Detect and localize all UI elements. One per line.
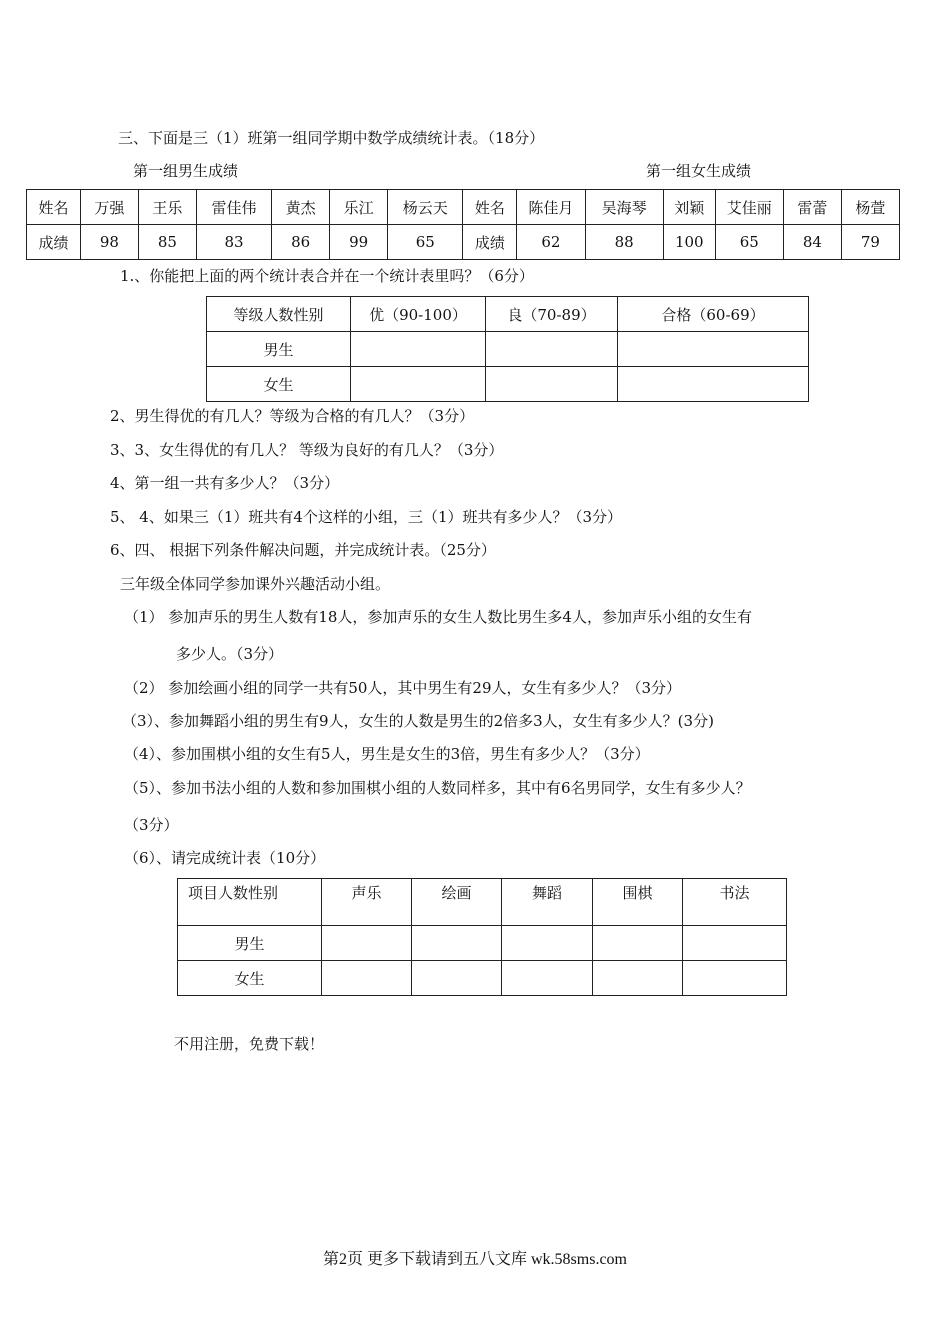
grade-summary-table: [206, 296, 809, 402]
problem-5-continued: （3分）: [124, 816, 179, 834]
question-4: 4、第一组一共有多少人？（3分）: [110, 474, 340, 492]
answer-cell[interactable]: [502, 961, 593, 996]
question-5: 5、 4、如果三（1）班共有4个这样的小组，三（1）班共有多少人？（3分）: [110, 508, 623, 526]
table-cell: 83: [196, 225, 271, 260]
table-cell: 99: [330, 225, 388, 260]
question-6: 6、四、 根据下列条件解决问题，并完成统计表。（25分）: [110, 541, 496, 559]
answer-cell[interactable]: [683, 961, 787, 996]
table-cell: 杨萱: [841, 190, 899, 225]
table-cell: 85: [138, 225, 196, 260]
table-header-cell: 合格（60-69）: [618, 297, 809, 332]
table-cell: 陈佳月: [517, 190, 585, 225]
answer-cell[interactable]: [683, 926, 787, 961]
problem-6: （6）、请完成统计表（10分）: [124, 849, 326, 867]
section-4-intro: 三年级全体同学参加课外兴趣活动小组。: [120, 575, 391, 593]
table-cell: 100: [663, 225, 715, 260]
table-cell: 万强: [80, 190, 138, 225]
problem-1: （1） 参加声乐的男生人数有18人，参加声乐的女生人数比男生多4人，参加声乐小组的女生有: [124, 608, 752, 626]
table-cell: 姓名: [463, 190, 517, 225]
table-row: [207, 332, 809, 367]
problem-5: （5）、参加书法小组的人数和参加围棋小组的人数同样多，其中有6名男同学，女生有多少人？: [124, 779, 751, 797]
answer-cell[interactable]: [351, 367, 486, 402]
table-row-label: 女生: [178, 961, 322, 996]
table-cell: 乐江: [330, 190, 388, 225]
table-row: [207, 297, 809, 332]
table-cell: 65: [715, 225, 783, 260]
table-row-label: 男生: [178, 926, 322, 961]
free-download-note: 不用注册，免费下载！: [174, 1035, 325, 1053]
table-cell: 艾佳丽: [715, 190, 783, 225]
table-row: [27, 225, 900, 260]
table-cell: 杨云天: [388, 190, 463, 225]
table-cell: 79: [841, 225, 899, 260]
table-header-cell: 声乐: [322, 879, 412, 926]
table-cell: 成绩: [27, 225, 81, 260]
answer-cell[interactable]: [351, 332, 486, 367]
section-3-title: 三、下面是三（1）班第一组同学期中数学成绩统计表。（18分）: [118, 129, 545, 147]
answer-cell[interactable]: [618, 367, 809, 402]
table-header-cell: 优（90-100）: [351, 297, 486, 332]
problem-3: （3）、参加舞蹈小组的男生有9人，女生的人数是男生的2倍多3人，女生有多少人？(3分): [122, 712, 714, 730]
answer-cell[interactable]: [593, 961, 683, 996]
answer-cell[interactable]: [486, 332, 618, 367]
table-cell: 吴海琴: [585, 190, 663, 225]
answer-cell[interactable]: [412, 926, 502, 961]
table-cell: 王乐: [138, 190, 196, 225]
answer-cell[interactable]: [502, 926, 593, 961]
activity-table: [177, 878, 787, 996]
answer-cell[interactable]: [486, 367, 618, 402]
boys-caption: 第一组男生成绩: [133, 162, 239, 180]
table-header-cell: 围棋: [593, 879, 683, 926]
problem-2: （2） 参加绘画小组的同学一共有50人，其中男生有29人，女生有多少人？（3分）: [124, 679, 682, 697]
problem-1-continued: 多少人。（3分）: [176, 645, 284, 663]
table-header-cell: 舞蹈: [502, 879, 593, 926]
answer-cell[interactable]: [322, 926, 412, 961]
answer-cell[interactable]: [412, 961, 502, 996]
table-cell: 姓名: [27, 190, 81, 225]
page-footer: 第2页 更多下载请到五八文库 wk.58sms.com: [322, 1251, 627, 1268]
problem-4: （4）、参加围棋小组的女生有5人，男生是女生的3倍，男生有多少人？（3分）: [124, 745, 650, 763]
table-header-cell: 绘画: [412, 879, 502, 926]
table-cell: 62: [517, 225, 585, 260]
scores-table: [26, 189, 900, 260]
table-cell: 84: [783, 225, 841, 260]
table-cell: 刘颖: [663, 190, 715, 225]
table-header-cell: 良（70-89）: [486, 297, 618, 332]
table-cell: 雷佳伟: [196, 190, 271, 225]
table-row: [207, 367, 809, 402]
answer-cell[interactable]: [618, 332, 809, 367]
girls-caption: 第一组女生成绩: [646, 162, 752, 180]
question-2: 2、男生得优的有几人？等级为合格的有几人？（3分）: [110, 407, 475, 425]
table-cell: 黄杰: [272, 190, 330, 225]
table-row-label: 男生: [207, 332, 351, 367]
table-cell: 88: [585, 225, 663, 260]
question-1: 1.、你能把上面的两个统计表合并在一个统计表里吗？（6分）: [120, 267, 534, 285]
table-header-cell: 项目人数性别: [178, 879, 322, 926]
table-cell: 98: [80, 225, 138, 260]
table-header-cell: 等级人数性别: [207, 297, 351, 332]
question-3: 3、3、女生得优的有几人？ 等级为良好的有几人？（3分）: [110, 441, 504, 459]
table-row: [27, 190, 900, 225]
table-row: [178, 961, 787, 996]
table-cell: 65: [388, 225, 463, 260]
table-row-label: 女生: [207, 367, 351, 402]
table-cell: 雷蕾: [783, 190, 841, 225]
answer-cell[interactable]: [322, 961, 412, 996]
table-row: [178, 926, 787, 961]
answer-cell[interactable]: [593, 926, 683, 961]
table-cell: 成绩: [463, 225, 517, 260]
table-row: [178, 879, 787, 926]
table-cell: 86: [272, 225, 330, 260]
table-header-cell: 书法: [683, 879, 787, 926]
